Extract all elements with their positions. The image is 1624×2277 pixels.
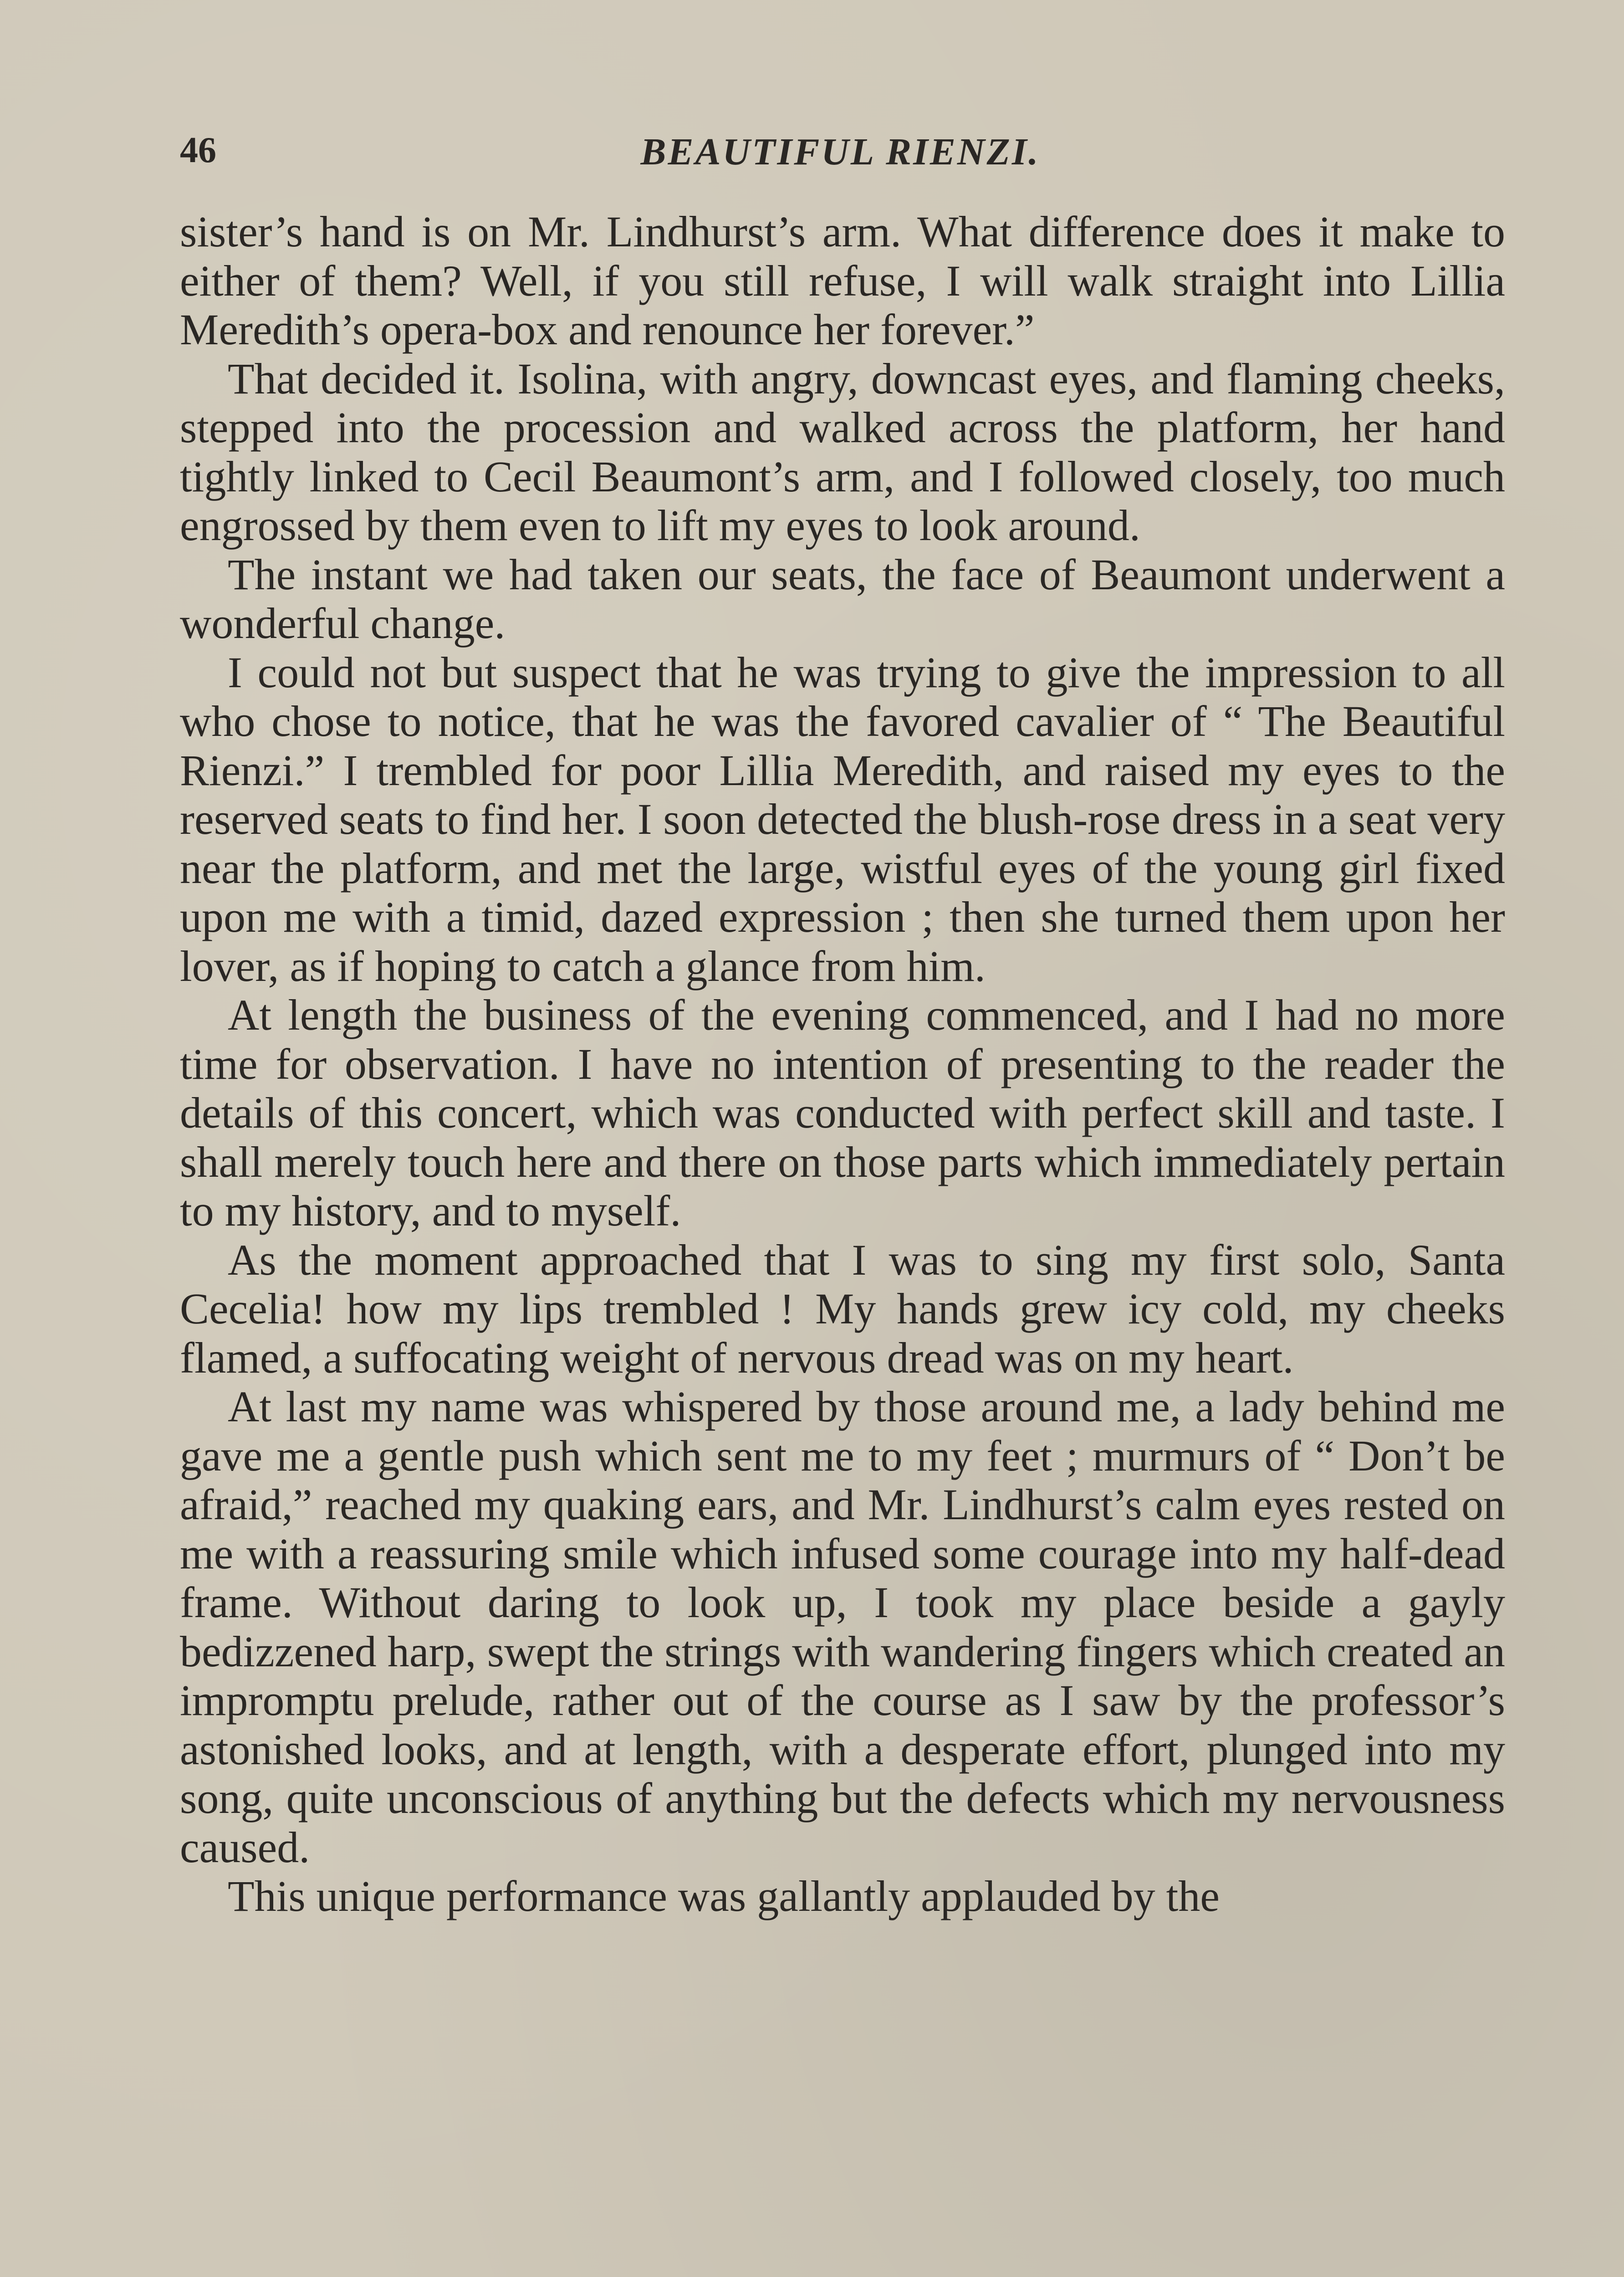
page-number: 46	[180, 130, 216, 170]
paragraph: That decided it. Isolina, with angry, downcast eyes, and flaming cheeks, stepped into the procession and walked across the platform, her hand tightly linked to Cecil Beaumont’s arm, and I followed closely, too much engrossed by them even to lift my eyes to look around.	[180, 354, 1505, 550]
paragraph: As the moment approached that I was to sing my first solo, Santa Cecelia! how my lips trembled ! My hands grew icy cold, my cheeks flamed, a suffocating weight of nervous dread was on my heart.	[180, 1235, 1505, 1382]
paragraph: At last my name was whispered by those around me, a lady behind me gave me a gentle push which sent me to my feet ; murmurs of “ Don’t be afraid,” reached my quaking ears, and Mr. Lindhurst’s calm eyes rested on me with a reassuring smile which infused some courage into my half-dead frame. Without daring to look up, I took my place beside a gayly bedizzened harp, swept the strings with wandering fingers which created an impromptu prelude, rather out of the course as I saw by the professor’s astonished looks, and at length, with a desperate effort, plunged into my song, quite unconscious of anything but the defects which my nervousness caused.	[180, 1382, 1505, 1872]
running-title: BEAUTIFUL RIENZI.	[640, 131, 1040, 173]
paragraph: This unique performance was gallantly applauded by the	[228, 1872, 1220, 1920]
paragraph: I could not but suspect that he was trying to give the impression to all who chose to notice, that he was the favored cavalier of “ The Beautiful Rienzi.” I trembled for poor Lillia Meredith, and raised my eyes to the reserved seats to find her. I soon detected the blush-rose dress in a seat very near the platform, and met the large, wistful eyes of the young girl fixed upon me with a timid, dazed expression ; then she turned them upon her lover, as if hoping to catch a glance from him.	[180, 648, 1505, 990]
paragraph: The instant we had taken our seats, the face of Beaumont underwent a wonderful change.	[180, 550, 1505, 648]
paragraph: At length the business of the evening commenced, and I had no more time for observation. I have no intention of presenting to the reader the details of this concert, which was conducted with perfect skill and taste. I shall merely touch here and there on those parts which immediately pertain to my history, and to myself.	[180, 990, 1505, 1235]
page-header	[180, 130, 1501, 184]
body-text	[180, 207, 1505, 1921]
paragraph: sister’s hand is on Mr. Lindhurst’s arm. What difference does it make to either of them? Well, if you still refuse, I will walk straight into Lillia Meredith’s opera-box and renounce her forever.”	[180, 207, 1505, 354]
